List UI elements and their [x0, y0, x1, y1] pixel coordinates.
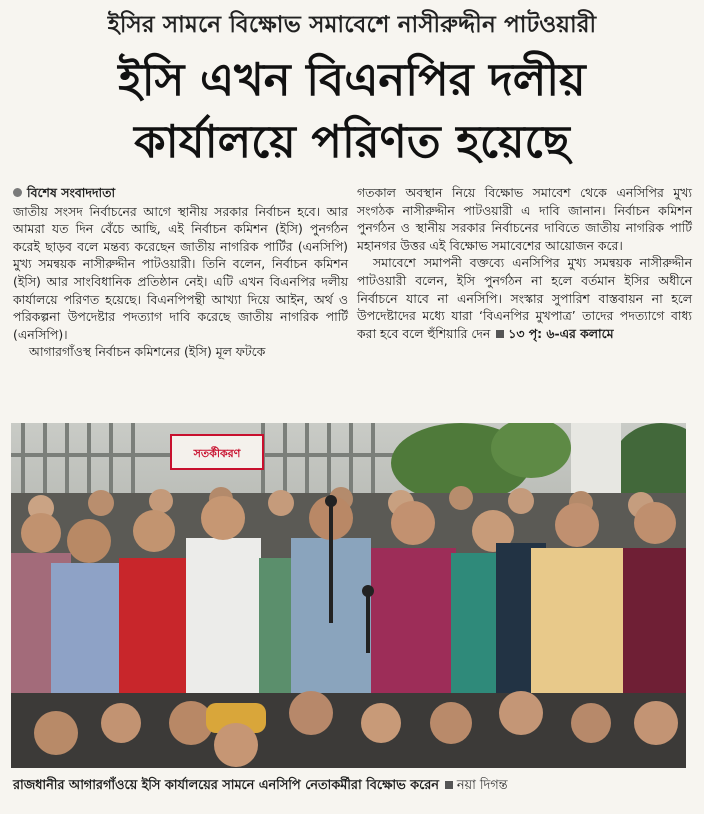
photo-credit: নয়া দিগন্ত	[456, 778, 508, 793]
square-bullet-icon	[445, 781, 453, 789]
crowd-front-row	[11, 691, 686, 768]
byline-text: বিশেষ সংবাদদাতা	[27, 185, 116, 200]
article-column-right	[357, 184, 692, 342]
byline	[13, 184, 348, 202]
headline-line-2: কার্যালয়ে পরিণত হয়েছে	[134, 115, 570, 168]
body-paragraph: আগারগাঁওস্থ নির্বাচন কমিশনের (ইসি) মূল ফটকে	[29, 344, 266, 360]
headline-line-1: ইসি এখন বিএনপির দলীয়	[118, 53, 586, 106]
protest-photo	[11, 423, 686, 768]
caption-text: রাজধানীর আগারগাঁওয়ে ইসি কার্যালয়ের সামনে এনসিপি নেতাকর্মীরা বিক্ষোভ করেন	[13, 778, 439, 793]
article-column-left	[13, 184, 348, 361]
white-pillar	[571, 423, 621, 493]
body-paragraph: জাতীয় সংসদ নির্বাচনের আগে স্থানীয় সরকার নির্বাচন হবে। আর আমরা যত দিন বেঁচে আছি, এই নির্বাচন কমিশন (ইসি) পুনর্গঠন করেই ছাড়ব বলে মন্তব্য করেছেন জাতীয় নাগরিক পার্টির (এনসিপি) মুখ্য সমন্বয়ক নাসীরুদ্দীন পাটওয়ারী। তিনি বলেন, নির্বাচন কমিশন (ইসি) আর সাংবিধানিক প্রতিষ্ঠান নেই। এটি এখন বিএনপির দলীয় কার্যালয়ে পরিণত হয়েছে। বিএনপিপন্থী আখ্যা দিয়ে আইন, অর্থ ও পরিকল্পনা উপদেষ্টার পদত্যাগ দাবি করেছে জাতীয় নাগরিক পার্টি (এনসিপি)।	[13, 203, 348, 342]
bullet-icon	[13, 188, 22, 197]
body-paragraph-text: সমাবেশে সমাপনী বক্তব্যে এনসিপির মুখ্য সমন্বয়ক নাসীরুদ্দীন পাটওয়ারী বলেন, ইসি পুনর্গঠন না হলে বর্তমান ইসির অধীনে নির্বাচনে যাবে না এনসিপি। সংস্কার সুপারিশ বাস্তবায়ন না হলে উপদেষ্টাদের মধ্যে যারা ‘বিএনপির মুখপাত্র’ তাদের পদত্যাগে বাধ্য করা হবে বলে হুঁশিয়ারি দেন	[357, 255, 692, 341]
article-kicker: ইসির সামনে বিক্ষোভ সমাবেশে নাসীরুদ্দীন পাটওয়ারী	[107, 12, 597, 38]
body-paragraph: গতকাল অবস্থান নিয়ে বিক্ষোভ সমাবেশ থেকে এনসিপির মুখ্য সংগঠক নাসীরুদ্দীন পাটওয়ারী এ দাবি জানান। নির্বাচন কমিশন পুনর্গঠন ও স্থানীয় সরকার নির্বাচনের দাবিতে জাতীয় নাগরিক পার্টি মহানগর উত্তর এই বিক্ষোভ সমাবেশের আয়োজন করে।	[357, 185, 692, 253]
body-paragraph	[357, 254, 692, 342]
square-bullet-icon	[496, 330, 504, 338]
photo-caption	[13, 776, 693, 797]
warning-sign	[171, 435, 263, 469]
continued-on-page[interactable]: ১৩ পৃ: ৬-এর কলামে	[508, 325, 614, 341]
sign-text: সতর্কীকরণ	[193, 447, 241, 460]
